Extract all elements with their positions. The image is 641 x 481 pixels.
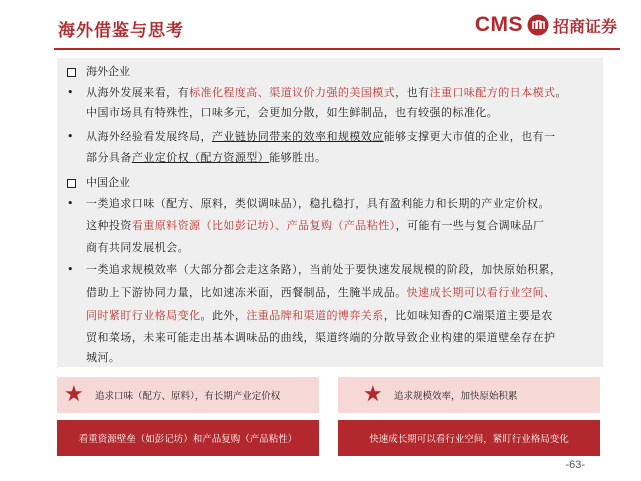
highlight-run: 注重口味配方的日本模式 — [429, 86, 556, 99]
text-line — [86, 197, 550, 211]
section-label-china: 中国企业 — [86, 176, 130, 189]
highlight-run: 注重品牌和渠道的博弈关系 — [246, 309, 384, 322]
header-divider — [54, 48, 620, 50]
text-run: 中国市场具有特殊性，口味多元，会更加分散，如生鲜制品，也有较强的标准化。 — [86, 106, 499, 119]
text-run: 能够胜出。 — [269, 151, 327, 164]
text-run: 这种投资 — [86, 219, 132, 232]
checkbox-icon — [67, 179, 76, 188]
underline-run: 产业链协同带来的效率和规模效应 — [211, 130, 384, 143]
text-line — [86, 263, 561, 277]
text-run: 部分具备 — [86, 151, 132, 164]
checkbox-icon — [67, 68, 76, 77]
summary-label: 追求规模效率，加快原始积累 — [394, 391, 518, 402]
text-run: 一类追求口味（配方、原料，类似调味品），稳扎稳打，具有盈利能力和长期的产业定价权。 — [86, 197, 550, 210]
highlight-run: 快速成长期可以看行业空间、 — [406, 286, 556, 299]
text-run: ，比如味知香的C端渠道主要是农 — [383, 309, 553, 322]
summary-box-resources — [57, 420, 319, 456]
logo-mark-icon — [527, 14, 549, 36]
text-line — [86, 151, 326, 165]
text-line — [86, 86, 567, 100]
summary-box-taste — [57, 377, 319, 413]
text-run: 。此外， — [200, 309, 247, 322]
star-icon: ★ — [64, 382, 84, 407]
text-line — [86, 130, 555, 144]
text-run: ，可能有一些与复合调味品厂 — [395, 219, 545, 232]
summary-box-scale — [338, 377, 600, 413]
slide-header — [0, 0, 641, 46]
text-line — [86, 331, 555, 345]
page-number: -63- — [565, 459, 585, 471]
highlight-run: 看重原料资源（比如彭记坊）、产品复购（产品粘性） — [131, 219, 396, 232]
summary-label: 快速成长期可以看行业空间，紧盯行业格局变化 — [369, 434, 569, 445]
highlight-run: 同时紧盯行业格局变化 — [86, 309, 201, 322]
bullet-icon: • — [67, 130, 74, 143]
underline-run: 产业定价权（配方资源型） — [131, 151, 270, 164]
text-line — [86, 106, 498, 120]
text-run: ，也有 — [395, 86, 430, 99]
text-line — [86, 219, 544, 233]
section-label-overseas: 海外企业 — [86, 65, 130, 78]
bullet-icon: • — [67, 197, 74, 210]
highlight-run: 标准化程度高、渠道议价力强的美国模式 — [189, 86, 396, 99]
text-run: 城河。 — [86, 351, 121, 364]
content-panel — [57, 58, 603, 367]
logo-chinese-name: 招商证券 — [552, 16, 617, 36]
star-icon: ★ — [363, 382, 383, 407]
text-run: 商有共同发展机会。 — [86, 241, 190, 254]
text-run: 能够支撑更大市值的企业，也有一 — [383, 130, 556, 143]
text-run: 贸和菜场，未来可能走出基本调味品的曲线，渠道终端的分散导致企业构建的渠道壁垒存在护 — [86, 331, 556, 344]
text-run: 一类追求规模效率（大部分都会走这条路），当前处于要快速发展规模的阶段，加快原始积累， — [86, 263, 562, 276]
text-run: 从海外发展来看，有 — [86, 86, 190, 99]
summary-label: 看重资源壁垒（如彭记坊）和产品复购（产品粘性） — [78, 434, 298, 445]
summary-label: 追求口味（配方、原料），有长期产业定价权 — [95, 391, 281, 402]
text-line — [86, 241, 189, 255]
slide-title: 海外借鉴与思考 — [58, 21, 184, 41]
text-run: 借助上下游协同力量，比如速冻米面，西餐制品，生腌半成品。 — [86, 286, 407, 299]
bullet-icon: • — [67, 263, 74, 276]
summary-box-growth — [338, 420, 600, 456]
logo-text: CMS — [474, 13, 523, 36]
cms-logo — [475, 12, 617, 38]
text-line — [86, 286, 555, 300]
text-line — [86, 351, 120, 365]
text-run: 。 — [555, 86, 567, 99]
text-run: 从海外经验看发展终局， — [86, 130, 212, 143]
bullet-icon: • — [67, 86, 74, 99]
text-line — [86, 309, 553, 323]
